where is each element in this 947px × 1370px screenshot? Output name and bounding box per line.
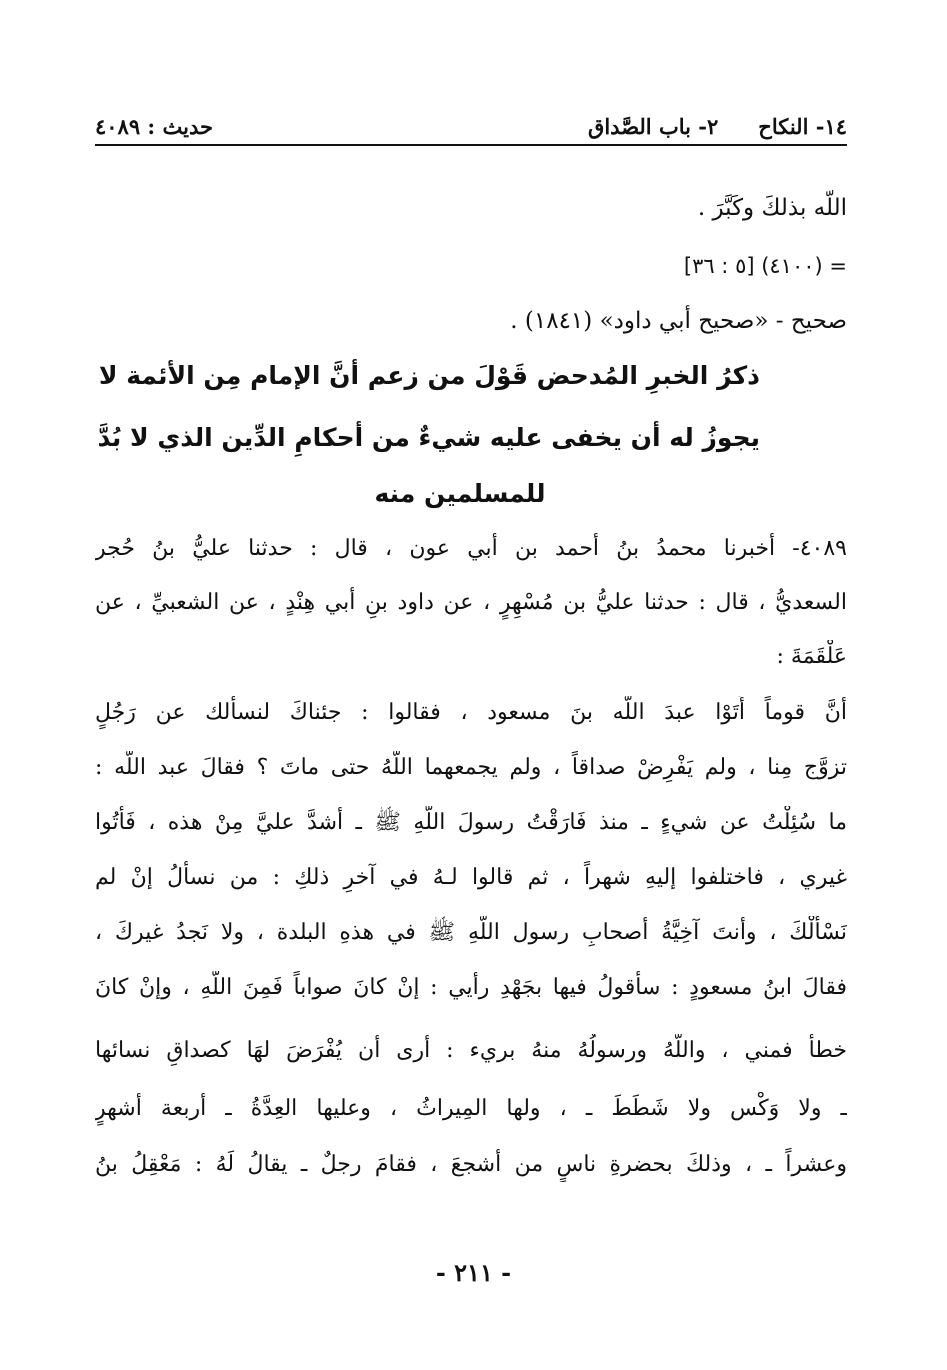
matn-line-6: فقالَ ابنُ مسعودٍ : سأقولُ فيها بجَهْدِ رأيي : إنْ كانَ صواباً فَمِنَ اللّهِ ، وإنْ كانَ: [95, 975, 847, 1000]
cross-reference: = (٤١٠٠) [٥ : ٣٦]: [683, 254, 847, 278]
header-hadith-ref: حديث : ٤٠٨٩: [95, 114, 213, 139]
matn-line-8: ـ ولا وَكْس ولا شَطَطَ ـ ، ولها المِيراثُ ، وعليها العِدَّةُ ـ أربعة أشهرٍ: [95, 1096, 847, 1121]
matn-line-5: نَسْأَلْكَ ، وأنتَ آخِيَّةُ أصحابِ رسول اللّهِ ﷺ في هذهِ البلدة ، ولا نَجدُ غيركَ ،: [95, 920, 847, 945]
header-chapter-section: [588, 114, 847, 139]
matn-line-1: أنَّ قوماً أَتَوْا عبدَ اللّه بنَ مسعود ، فقالوا : جئناكَ لنسألك عن رَجُلٍ: [95, 700, 847, 725]
chapter-heading-line-3: للمسلمين منه: [374, 479, 546, 508]
text-line-closing: اللّه بذلكَ وكَبَّرَ .: [697, 195, 847, 221]
matn-line-2: تزوَّج مِنا ، ولم يَفْرِضْ صداقاً ، ولم يجمعهما اللّهُ حتى ماتَ ؟ فقالَ عبد اللّه :: [95, 755, 847, 780]
header-chapter: ١٤- النكاح: [758, 114, 847, 139]
page-number: - ٢١١ -: [435, 1258, 512, 1287]
matn-line-4: غيري ، فاختلفوا إليهِ شهراً ، ثم قالوا لـهُ في آخرِ ذلكِ : من نسألُ إنْ لم: [95, 865, 847, 890]
matn-line-7: خطأً فمني ، واللّهُ ورسولُهُ منهُ بريء : أرى أن يُفْرَضَ لهَا كصداقِ نسائها: [95, 1038, 847, 1063]
isnad-line-1: ٤٠٨٩- أخبرنا محمدُ بنُ أحمد بن أبي عون ، قال : حدثنا عليُّ بنُ حُجر: [95, 536, 847, 561]
chapter-heading-line-1: ذكرُ الخبرِ المُدحض قَوْلَ من زعم أنَّ الإمام مِن الأئمة لا: [98, 361, 760, 390]
grading-note: صحيح - «صحيح أبي داود» (١٨٤١) .: [510, 308, 847, 334]
isnad-line-2: السعديُّ ، قال : حدثنا عليُّ بن مُسْهِرٍ ، عن داود بنِ أبي هِنْدٍ ، عن الشعبيِّ ، عن: [95, 590, 847, 615]
matn-line-9: وعشراً ـ ، وذلكَ بحضرةِ ناسٍ من أشجعَ ، فقامَ رجلٌ ـ يقالُ لَهُ : مَعْقِلُ بنُ: [95, 1152, 847, 1177]
isnad-line-3: عَلْقَمَةَ :: [776, 644, 847, 669]
chapter-heading-line-2: يجوزُ له أن يخفى عليه شيءٌ من أحكامِ الدِّين الذي لا بُدَّ: [97, 423, 760, 452]
header-section: ٢- باب الصَّداق: [588, 114, 719, 139]
matn-line-3: ما سُئِلْتُ عن شيءٍ ـ منذ فَارَقْتُ رسولَ اللّهِ ﷺ ـ أشدَّ عليَّ مِنْ هذه ، فَأْتُوا: [95, 810, 847, 835]
running-header: [95, 110, 847, 146]
